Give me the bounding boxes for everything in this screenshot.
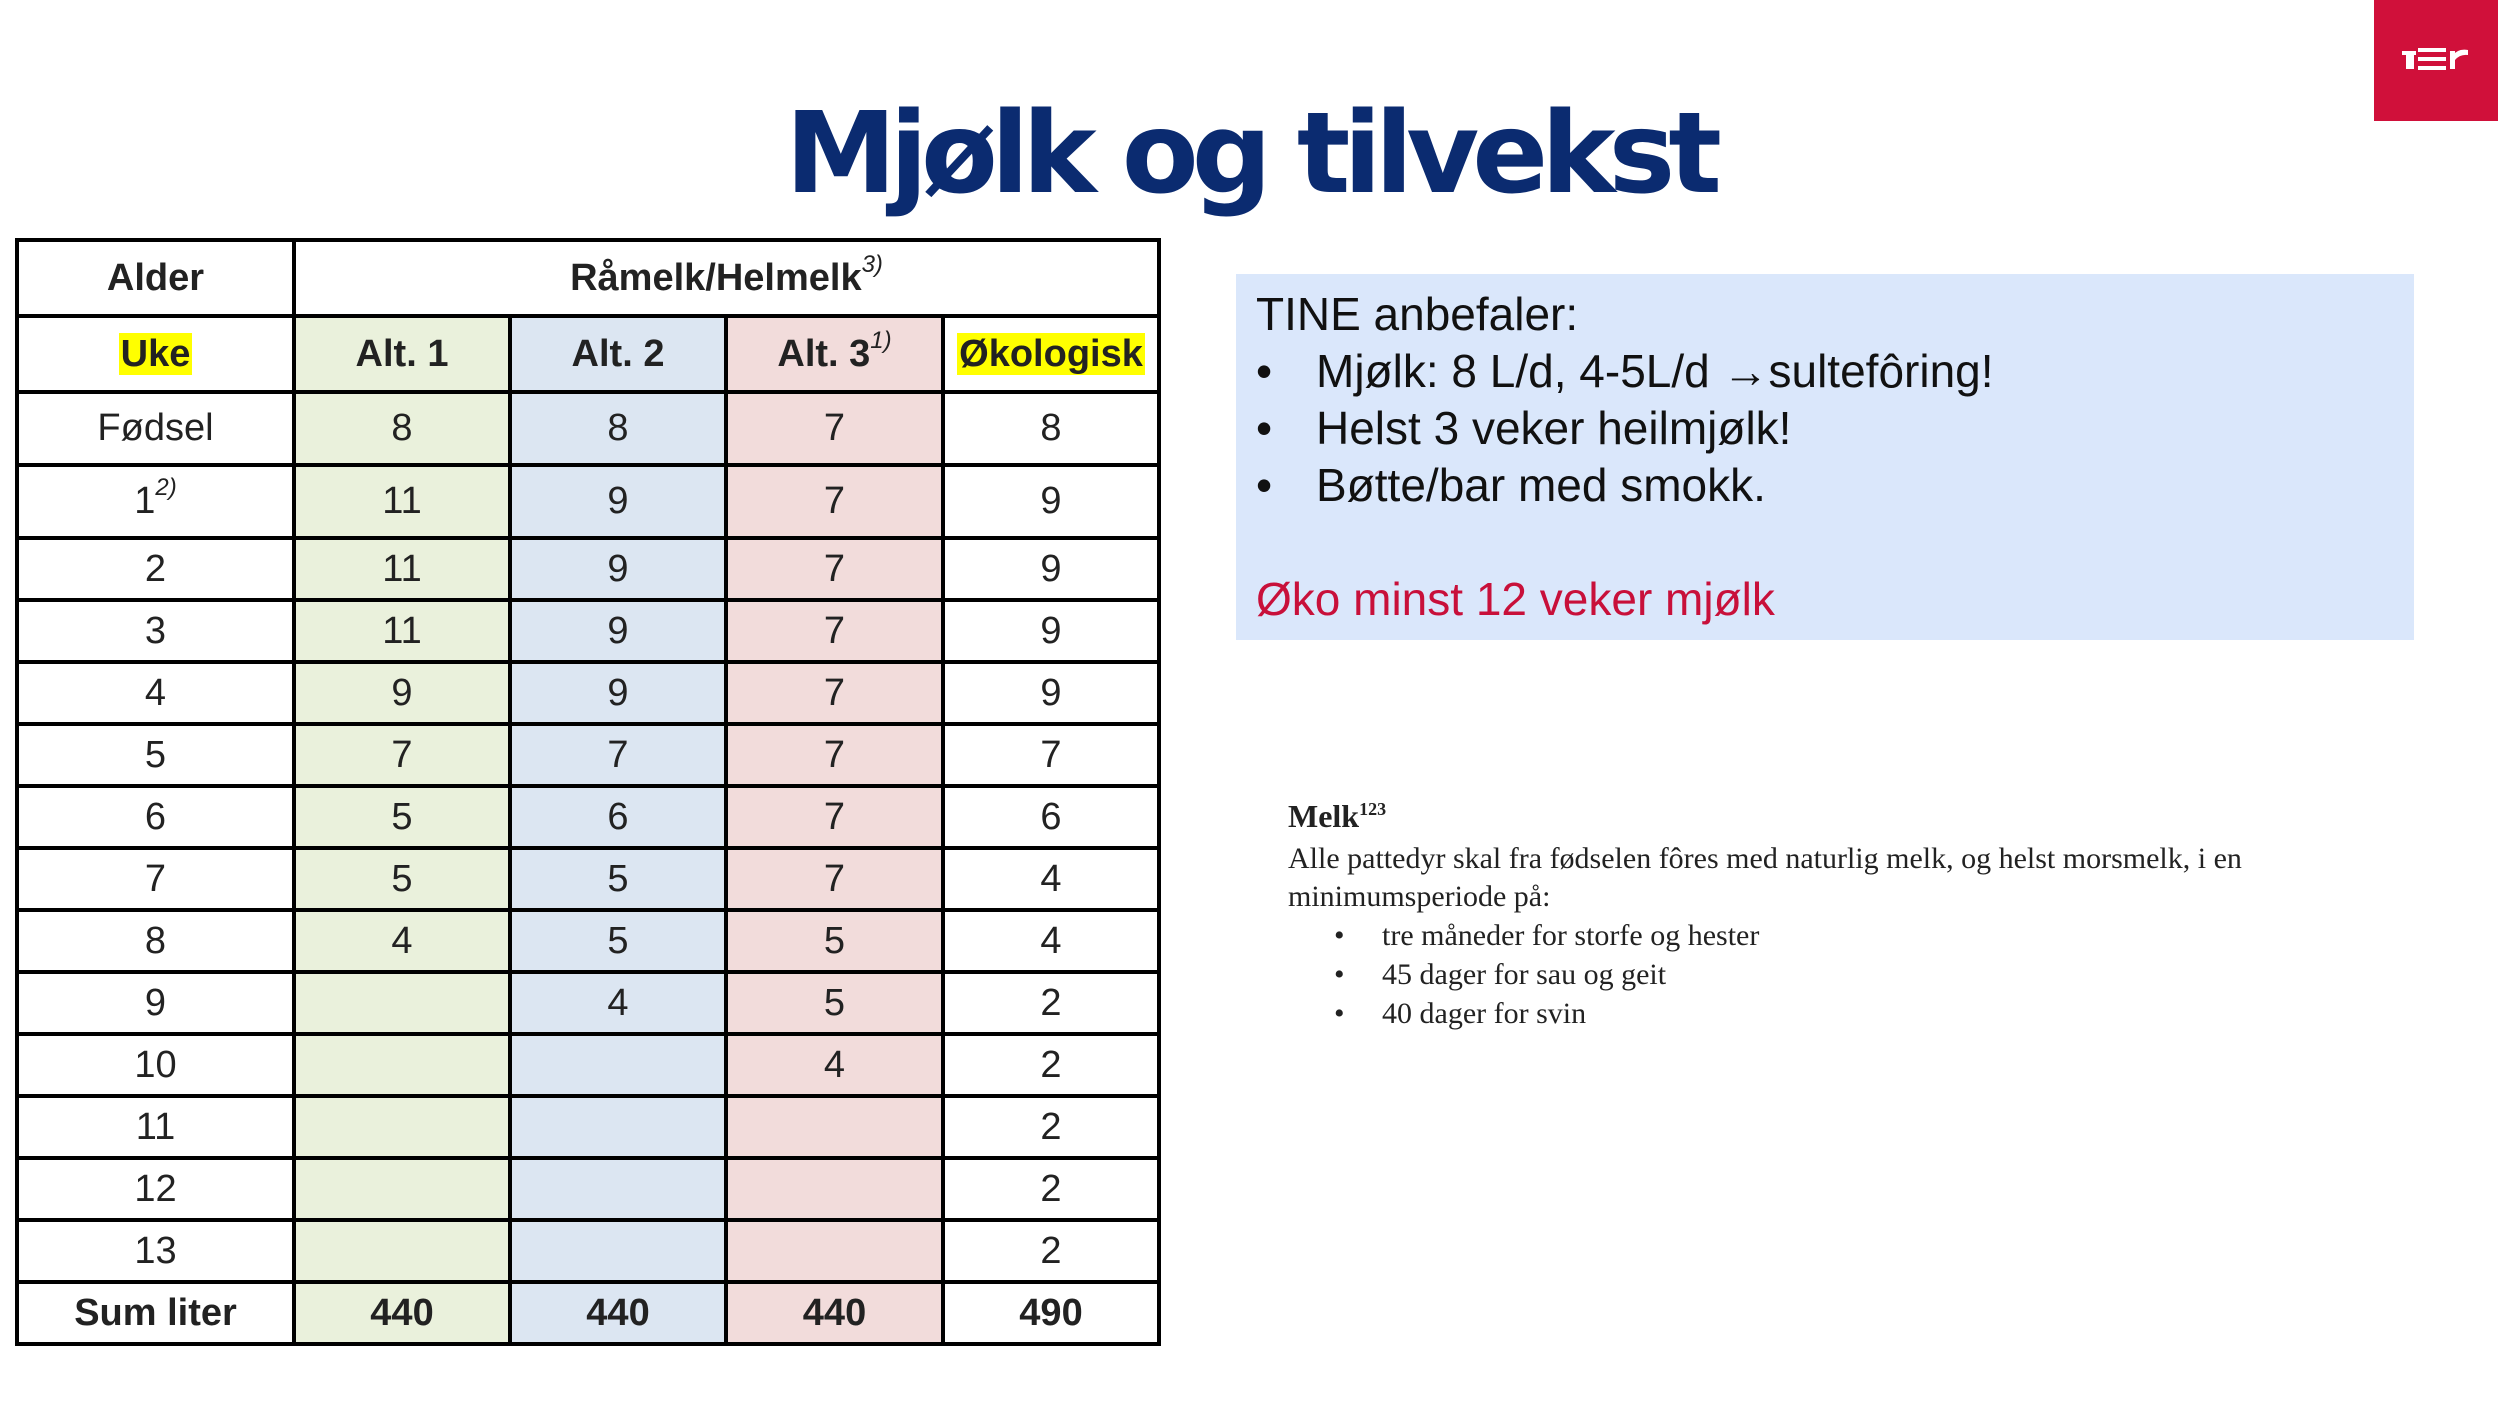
cell-alt3: 5 <box>726 972 943 1034</box>
cell-okologisk: 4 <box>943 848 1159 910</box>
cell-alt2: 5 <box>510 848 726 910</box>
subheader-week: Uke <box>17 316 294 392</box>
cell-okologisk: 2 <box>943 1220 1159 1282</box>
sum-alt1: 440 <box>294 1282 510 1344</box>
cell-alt1 <box>294 1158 510 1220</box>
cell-alt3: 7 <box>726 786 943 848</box>
table-row <box>17 538 1159 600</box>
table-row <box>17 1220 1159 1282</box>
cell-alt1: 11 <box>294 538 510 600</box>
cell-alt1: 5 <box>294 848 510 910</box>
oko-note: Øko minst 12 veker mjølk <box>1256 573 1775 625</box>
table-row <box>17 1096 1159 1158</box>
col-alt2: Alt. 2 <box>510 316 726 392</box>
col-alt3-note: 1) <box>870 326 892 354</box>
table-row <box>17 910 1159 972</box>
cell-okologisk: 8 <box>943 392 1159 465</box>
header-group-note: 3) <box>861 250 883 278</box>
cell-alt1 <box>294 972 510 1034</box>
sum-alt3: 440 <box>726 1282 943 1344</box>
row-age: 1$^{2)}$ <box>17 465 294 538</box>
bullet-icon: • <box>1256 402 1273 454</box>
cell-alt2: 6 <box>510 786 726 848</box>
bullet-icon: • <box>1256 459 1273 511</box>
cell-alt2: 9 <box>510 465 726 538</box>
sum-row <box>17 1282 1159 1344</box>
cell-okologisk: 9 <box>943 465 1159 538</box>
cell-alt1: 9 <box>294 662 510 724</box>
excerpt-heading: Melk$^{123}$ <box>1288 798 1387 834</box>
list-item: • Mjølk: 8 L/d, 4-5L/d →sultefôring! <box>1256 343 2414 400</box>
cell-alt1: 8 <box>294 392 510 465</box>
cell-alt1: 7 <box>294 724 510 786</box>
milk-table <box>15 238 1161 1346</box>
excerpt-list <box>1288 916 2388 1033</box>
table-row <box>17 465 1159 538</box>
recommendation-box <box>1236 274 2414 640</box>
header-group: Råmelk/Helmelk$^{3)}$ <box>294 240 1159 316</box>
cell-alt3 <box>726 1158 943 1220</box>
bullet-icon: • <box>1334 958 1345 991</box>
row-age-note: 2) <box>155 474 177 501</box>
cell-okologisk: 9 <box>943 538 1159 600</box>
cell-alt2 <box>510 1158 726 1220</box>
row-age: Fødsel <box>17 392 294 465</box>
row-age: 6 <box>17 786 294 848</box>
cell-alt2: 4 <box>510 972 726 1034</box>
cell-okologisk: 9 <box>943 662 1159 724</box>
table-row <box>17 972 1159 1034</box>
list-item: • 40 dager for svin <box>1288 994 2388 1033</box>
table-row <box>17 392 1159 465</box>
cell-okologisk: 6 <box>943 786 1159 848</box>
cell-alt3: 7 <box>726 662 943 724</box>
cell-alt3: 7 <box>726 538 943 600</box>
col-okologisk: Økologisk <box>943 316 1159 392</box>
row-age: 3 <box>17 600 294 662</box>
cell-alt3: 7 <box>726 848 943 910</box>
table-row <box>17 600 1159 662</box>
recommendation-heading: TINE anbefaler: <box>1256 288 1579 340</box>
recommendation-list <box>1256 343 2414 514</box>
bullet-icon: • <box>1334 919 1345 952</box>
cell-alt2 <box>510 1096 726 1158</box>
row-age: 7 <box>17 848 294 910</box>
list-item: • 45 dager for sau og geit <box>1288 955 2388 994</box>
cell-alt1 <box>294 1096 510 1158</box>
regulation-excerpt <box>1288 796 2388 1033</box>
row-age: 2 <box>17 538 294 600</box>
cell-okologisk: 4 <box>943 910 1159 972</box>
cell-alt3: 7 <box>726 600 943 662</box>
row-age: 11 <box>17 1096 294 1158</box>
bullet-icon: • <box>1256 345 1273 397</box>
cell-alt3 <box>726 1096 943 1158</box>
row-age: 5 <box>17 724 294 786</box>
list-item: • Helst 3 veker heilmjølk! <box>1256 400 2414 457</box>
cell-alt2: 9 <box>510 600 726 662</box>
table-row <box>17 662 1159 724</box>
sum-okologisk: 490 <box>943 1282 1159 1344</box>
list-item: • tre måneder for storfe og hester <box>1288 916 2388 955</box>
row-age: 13 <box>17 1220 294 1282</box>
cell-alt3 <box>726 1220 943 1282</box>
row-age: 4 <box>17 662 294 724</box>
bullet-icon: • <box>1334 997 1345 1030</box>
cell-alt3: 7 <box>726 724 943 786</box>
cell-alt2: 8 <box>510 392 726 465</box>
cell-alt2 <box>510 1034 726 1096</box>
row-age: 12 <box>17 1158 294 1220</box>
tine-logo-icon <box>2402 42 2472 78</box>
header-age: Alder <box>17 240 294 316</box>
cell-okologisk: 2 <box>943 1096 1159 1158</box>
sum-alt2: 440 <box>510 1282 726 1344</box>
list-item: • Bøtte/bar med smokk. <box>1256 457 2414 514</box>
row-age: 8 <box>17 910 294 972</box>
cell-alt1: 5 <box>294 786 510 848</box>
cell-alt1 <box>294 1034 510 1096</box>
cell-alt2: 5 <box>510 910 726 972</box>
cell-okologisk: 2 <box>943 1034 1159 1096</box>
cell-alt2: 9 <box>510 538 726 600</box>
cell-alt3: 7 <box>726 465 943 538</box>
cell-alt1: 11 <box>294 600 510 662</box>
table-row <box>17 786 1159 848</box>
excerpt-heading-note: 123 <box>1359 799 1387 819</box>
col-alt1: Alt. 1 <box>294 316 510 392</box>
row-age: 10 <box>17 1034 294 1096</box>
cell-alt2: 9 <box>510 662 726 724</box>
cell-alt3: 4 <box>726 1034 943 1096</box>
table-row <box>17 1158 1159 1220</box>
cell-alt2: 7 <box>510 724 726 786</box>
col-alt3: Alt. 3$^{1)}$ <box>726 316 943 392</box>
cell-alt3: 7 <box>726 392 943 465</box>
table-row <box>17 724 1159 786</box>
cell-alt1 <box>294 1220 510 1282</box>
cell-alt3: 5 <box>726 910 943 972</box>
cell-okologisk: 2 <box>943 972 1159 1034</box>
cell-okologisk: 2 <box>943 1158 1159 1220</box>
sum-label: Sum liter <box>17 1282 294 1344</box>
page-title: Mjølk og tilvekst <box>785 89 1715 219</box>
cell-alt1: 4 <box>294 910 510 972</box>
table-row <box>17 1034 1159 1096</box>
row-age: 9 <box>17 972 294 1034</box>
cell-okologisk: 9 <box>943 600 1159 662</box>
excerpt-paragraph: Alle pattedyr skal fra fødselen fôres med naturlig melk, og helst morsmelk, i en minimumsperiode på: <box>1288 842 2242 913</box>
cell-okologisk: 7 <box>943 724 1159 786</box>
cell-alt1: 11 <box>294 465 510 538</box>
cell-alt2 <box>510 1220 726 1282</box>
table-row <box>17 848 1159 910</box>
